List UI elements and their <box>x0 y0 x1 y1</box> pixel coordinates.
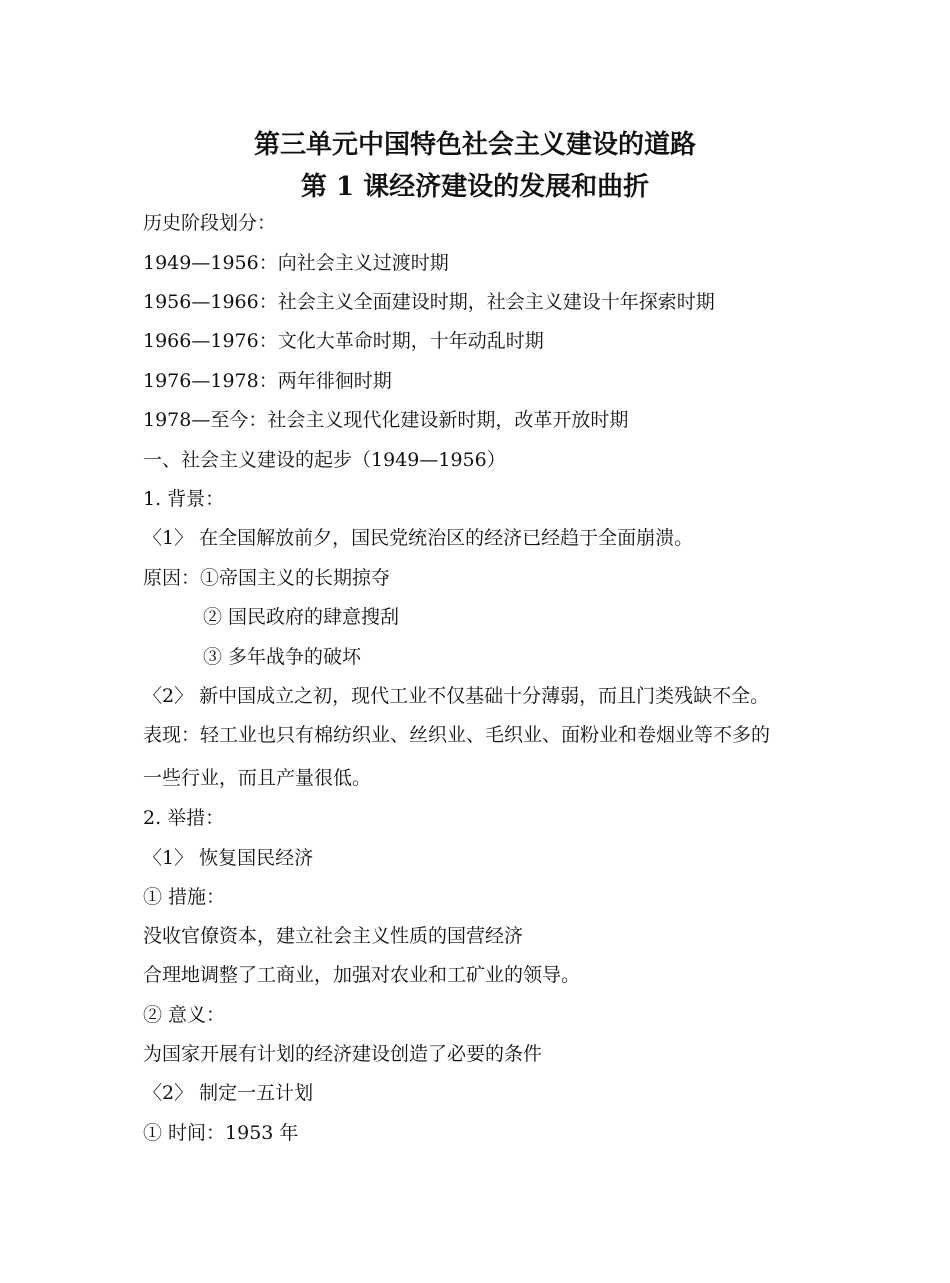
text-line: ③ 多年战争的破坏 <box>203 646 362 668</box>
text-line: 没收官僚资本，建立社会主义性质的国营经济 <box>143 925 524 947</box>
text-line: 原因：①帝国主义的长期掠夺 <box>143 567 391 589</box>
text-line: ② 意义： <box>143 1004 226 1026</box>
lesson-title: 第 1 课经济建设的发展和曲折 <box>300 172 650 202</box>
text-line: 历史阶段划分： <box>143 212 277 234</box>
text-line: ① 措施： <box>143 886 226 908</box>
text-line: 1956—1966：社会主义全面建设时期，社会主义建设十年探索时期 <box>143 291 715 313</box>
text-line: 1. 背景： <box>143 488 225 510</box>
text-line: 1978—至今：社会主义现代化建设新时期，改革开放时期 <box>143 409 629 431</box>
text-line: 〈2〉 新中国成立之初，现代工业不仅基础十分薄弱，而且门类残缺不全。 <box>143 685 770 707</box>
text-line: 1949—1956：向社会主义过渡时期 <box>143 252 449 274</box>
text-line: ② 国民政府的肆意搜刮 <box>203 606 400 628</box>
text-line: 1966—1976：文化大革命时期，十年动乱时期 <box>143 330 544 352</box>
text-line: 〈2〉 制定一五计划 <box>143 1082 314 1104</box>
section-heading: 一、社会主义建设的起步（1949—1956） <box>143 449 506 471</box>
text-line: 一些行业，而且产量很低。 <box>143 767 372 789</box>
text-line: 合理地调整了工商业，加强对农业和工矿业的领导。 <box>143 964 581 986</box>
text-line: 为国家开展有计划的经济建设创造了必要的条件 <box>143 1043 543 1065</box>
text-line: 表现：轻工业也只有棉纺织业、丝织业、毛织业、面粉业和卷烟业等不多的 <box>143 724 771 746</box>
text-line: 〈1〉 恢复国民经济 <box>143 847 314 869</box>
text-line: 〈1〉 在全国解放前夕，国民党统治区的经济已经趋于全面崩溃。 <box>143 527 694 549</box>
text-line: 1976—1978：两年徘徊时期 <box>143 370 392 392</box>
document-title: 第三单元中国特色社会主义建设的道路 <box>253 130 696 160</box>
text-line: ① 时间：1953 年 <box>143 1122 299 1144</box>
text-line: 2. 举措： <box>143 807 225 829</box>
